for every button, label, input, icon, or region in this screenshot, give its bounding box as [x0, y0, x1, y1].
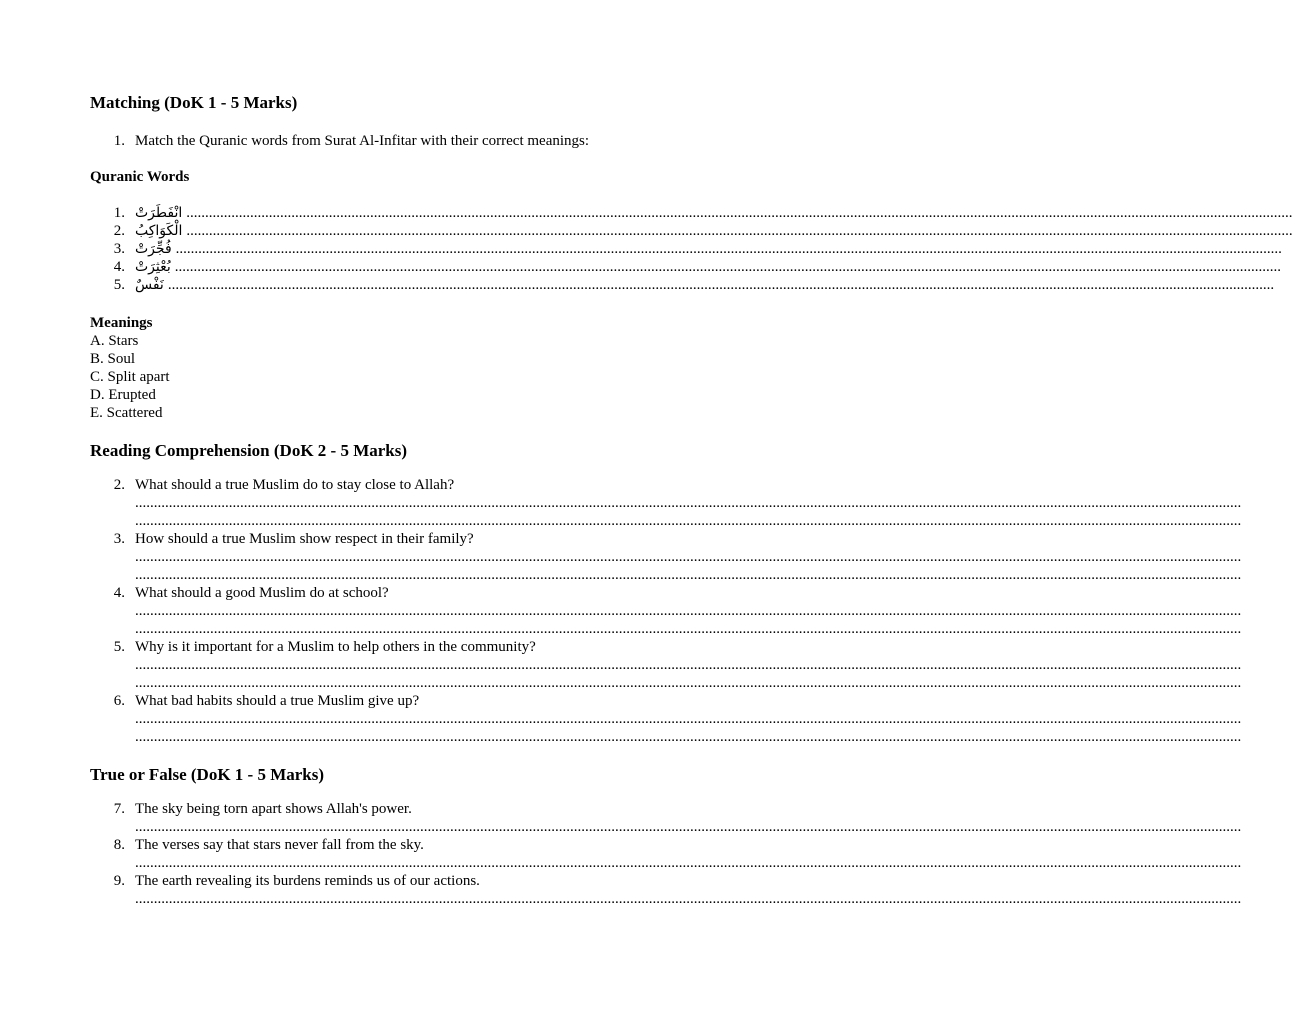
reading-question — [90, 530, 1242, 584]
question-text: What should a good Muslim do at school? — [135, 585, 389, 601]
word-row — [135, 276, 1275, 294]
answer-line[interactable]: ....................................................................................................................................................................................................................................................................................................... — [135, 891, 1242, 907]
answer-line-continued[interactable]: ....................................................................................................................................................................................................................................................................................................... — [135, 621, 1242, 637]
answer-blank[interactable]: ....................................................................................................................................................................................................................................................................................................... — [167, 277, 1275, 293]
quranic-word-item — [90, 240, 1282, 258]
matching-question — [90, 132, 768, 150]
meaning-item: D. Erupted — [90, 387, 156, 403]
question-number: 9. — [113, 873, 125, 889]
question-number: 7. — [113, 801, 125, 817]
reading-question — [90, 476, 1242, 530]
truefalse-question — [90, 872, 1242, 908]
meaning-item: E. Scattered — [90, 405, 163, 421]
meaning-item: C. Split apart — [90, 369, 170, 385]
meanings-heading: Meanings — [90, 315, 153, 331]
arabic-word: انْفَطَرَتْ — [135, 205, 183, 221]
answer-line[interactable]: ....................................................................................................................................................................................................................................................................................................... — [135, 495, 1242, 511]
reading-question — [90, 584, 1242, 638]
answer-line[interactable]: ....................................................................................................................................................................................................................................................................................................... — [135, 603, 1242, 619]
question-text: What should a true Muslim do to stay close to Allah? — [135, 477, 455, 493]
word-row — [135, 222, 1293, 240]
answer-line[interactable]: ....................................................................................................................................................................................................................................................................................................... — [135, 819, 1242, 835]
question-number: 5. — [113, 639, 125, 655]
arabic-word: فُجِّرَتْ — [135, 241, 172, 257]
question-body — [135, 584, 1242, 638]
question-text: The verses say that stars never fall from the sky. — [135, 837, 424, 853]
reading-question — [90, 638, 1242, 692]
quranic-word-item — [90, 204, 1293, 222]
question-body — [135, 530, 1242, 584]
meaning-item: A. Stars — [90, 333, 139, 349]
arabic-word: بُعْثِرَتْ — [135, 259, 171, 275]
matching-section-title: Matching (DoK 1 - 5 Marks) — [90, 93, 298, 112]
word-number: 5. — [113, 277, 125, 293]
arabic-word: الْكَوَاكِبُ — [135, 223, 183, 239]
question-body — [135, 800, 1242, 836]
word-number: 1. — [113, 205, 125, 221]
answer-line-continued[interactable]: ....................................................................................................................................................................................................................................................................................................... — [135, 729, 1242, 745]
answer-line-continued[interactable]: ....................................................................................................................................................................................................................................................................................................... — [135, 675, 1242, 691]
question-body — [135, 476, 1242, 530]
meanings-list — [90, 332, 768, 422]
reading-question — [90, 692, 1242, 746]
quranic-words-list — [90, 204, 1293, 294]
question-text: Why is it important for a Muslim to help others in the community? — [135, 639, 536, 655]
word-row — [135, 204, 1293, 222]
question-text: How should a true Muslim show respect in their family? — [135, 531, 474, 547]
word-row — [135, 240, 1282, 258]
truefalse-question — [90, 836, 1242, 872]
question-number: 2. — [113, 477, 125, 493]
quranic-word-item — [90, 222, 1293, 240]
reading-section-title: Reading Comprehension (DoK 2 - 5 Marks) — [90, 441, 408, 460]
truefalse-question — [90, 800, 1242, 836]
answer-blank[interactable]: ....................................................................................................................................................................................................................................................................................................... — [186, 223, 1293, 239]
quranic-words-heading: Quranic Words — [90, 169, 190, 185]
question-number: 6. — [113, 693, 125, 709]
answer-line-continued[interactable]: ....................................................................................................................................................................................................................................................................................................... — [135, 513, 1242, 529]
quranic-word-item — [90, 276, 1275, 294]
question-text: The earth revealing its burdens reminds us of our actions. — [135, 873, 480, 889]
answer-line[interactable]: ....................................................................................................................................................................................................................................................................................................... — [135, 711, 1242, 727]
question-number: 8. — [113, 837, 125, 853]
answer-line[interactable]: ....................................................................................................................................................................................................................................................................................................... — [135, 855, 1242, 871]
question-number: 1. — [113, 133, 125, 149]
truefalse-questions-list — [90, 800, 1242, 908]
question-number: 3. — [113, 531, 125, 547]
question-text: The sky being torn apart shows Allah's power. — [135, 801, 412, 817]
word-row — [135, 258, 1282, 276]
word-number: 4. — [113, 259, 125, 275]
reading-questions-list — [90, 476, 1242, 746]
question-body — [135, 638, 1242, 692]
answer-line[interactable]: ....................................................................................................................................................................................................................................................................................................... — [135, 549, 1242, 565]
answer-line[interactable]: ....................................................................................................................................................................................................................................................................................................... — [135, 657, 1242, 673]
answer-blank[interactable]: ....................................................................................................................................................................................................................................................................................................... — [174, 259, 1282, 275]
question-body — [135, 836, 1242, 872]
arabic-word: نَفْسٌ — [135, 277, 164, 293]
question-text: Match the Quranic words from Surat Al-Infitar with their correct meanings: — [135, 133, 590, 149]
word-number: 2. — [113, 223, 125, 239]
question-number: 4. — [113, 585, 125, 601]
question-body — [135, 872, 1242, 908]
quranic-word-item — [90, 258, 1282, 276]
truefalse-section-title: True or False (DoK 1 - 5 Marks) — [90, 765, 325, 784]
answer-blank[interactable]: ....................................................................................................................................................................................................................................................................................................... — [175, 241, 1282, 257]
answer-line-continued[interactable]: ....................................................................................................................................................................................................................................................................................................... — [135, 567, 1242, 583]
answer-blank[interactable]: ....................................................................................................................................................................................................................................................................................................... — [186, 205, 1293, 221]
meaning-item: B. Soul — [90, 351, 136, 367]
question-text: What bad habits should a true Muslim give up? — [135, 693, 420, 709]
word-number: 3. — [113, 241, 125, 257]
question-body — [135, 692, 1242, 746]
